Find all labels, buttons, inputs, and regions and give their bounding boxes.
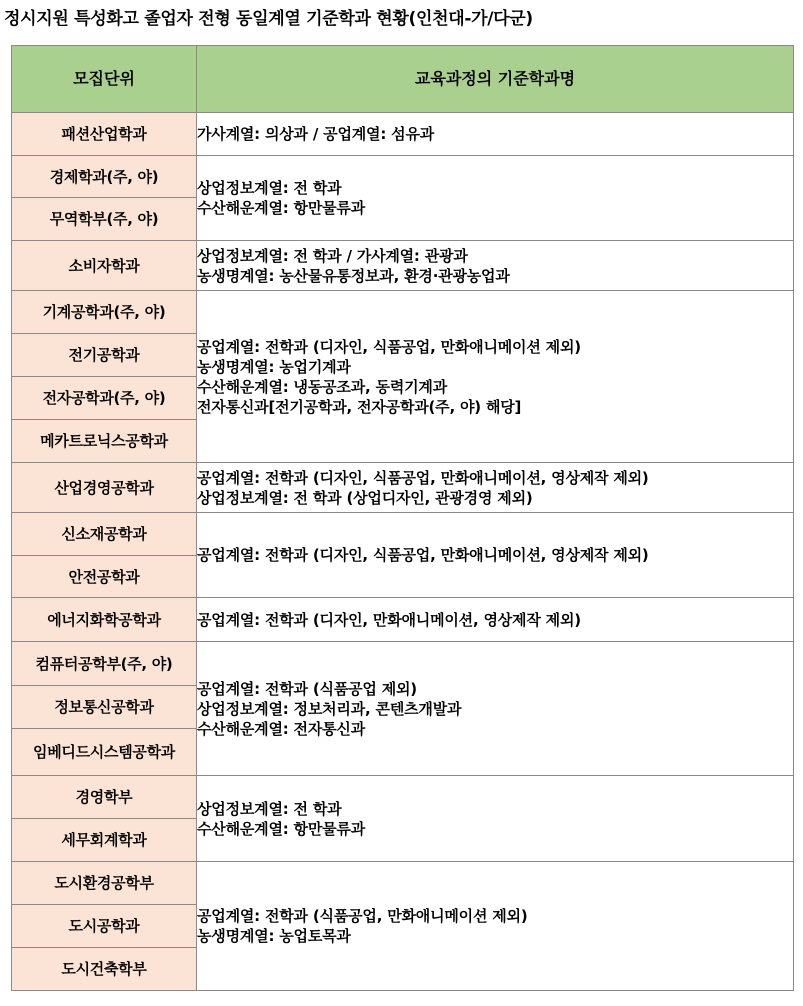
department-line: 농생명계열: 농업토목과	[197, 927, 351, 945]
unit-cell: 산업경영공학과	[12, 463, 197, 513]
department-cell	[197, 513, 794, 598]
table-row	[12, 776, 794, 819]
table-row	[12, 463, 794, 513]
department-line: 상업정보계열: 전 학과	[197, 179, 342, 197]
department-cell	[197, 463, 794, 513]
unit-cell: 경영학부	[12, 776, 197, 819]
unit-cell: 도시환경공학부	[12, 862, 197, 905]
unit-cell: 기계공학과(주, 야)	[12, 291, 197, 334]
department-cell	[197, 113, 794, 156]
unit-cell: 에너지화학공학과	[12, 598, 197, 642]
table-row	[12, 291, 794, 334]
department-line: 공업계열: 전학과 (디자인, 식품공업, 만화애니메이션, 영상제작 제외)	[197, 546, 649, 564]
unit-cell: 임베디드시스템공학과	[12, 729, 197, 776]
department-line: 가사계열: 의상과 / 공업계열: 섬유과	[197, 125, 435, 143]
table-row	[12, 241, 794, 291]
department-cell	[197, 241, 794, 291]
table-row	[12, 862, 794, 905]
table-row	[12, 156, 794, 198]
table-row	[12, 598, 794, 642]
department-line: 공업계열: 전학과 (디자인, 식품공업, 만화애니메이션, 영상제작 제외)	[197, 468, 649, 487]
unit-cell: 무역학부(주, 야)	[12, 198, 197, 241]
department-line: 공업계열: 전학과 (디자인, 만화애니메이션, 영상제작 제외)	[197, 610, 581, 629]
department-line: 상업정보계열: 전 학과 / 가사계열: 관광과	[197, 246, 468, 265]
department-cell	[197, 862, 794, 991]
department-cell	[197, 156, 794, 241]
unit-cell: 패션산업학과	[12, 113, 197, 156]
unit-cell: 도시공학과	[12, 905, 197, 948]
unit-cell: 안전공학과	[12, 556, 197, 598]
unit-cell: 경제학과(주, 야)	[12, 156, 197, 198]
unit-cell: 도시건축학부	[12, 948, 197, 991]
table-row	[12, 513, 794, 556]
department-line: 공업계열: 전학과 (식품공업 제외)	[197, 679, 417, 698]
department-cell	[197, 642, 794, 776]
department-line: 상업정보계열: 정보처리과, 콘텐츠개발과	[197, 699, 462, 718]
column-header-department: 교육과정의 기준학과명	[197, 46, 794, 113]
department-cell	[197, 776, 794, 862]
department-line: 수산해운계열: 전자통신과	[197, 719, 366, 738]
department-line: 수산해운계열: 냉동공조과, 동력기계과	[197, 377, 447, 396]
criteria-table	[11, 45, 794, 991]
department-line: 공업계열: 전학과 (식품공업, 만화애니메이션 제외)	[197, 907, 528, 925]
department-line: 공업계열: 전학과 (디자인, 식품공업, 만화애니메이션 제외)	[197, 337, 581, 356]
department-cell	[197, 291, 794, 463]
unit-cell: 소비자학과	[12, 241, 197, 291]
unit-cell: 메카트로닉스공학과	[12, 420, 197, 463]
department-line: 수산해운계열: 항만물류과	[197, 199, 366, 217]
department-cell	[197, 598, 794, 642]
department-line: 농생명계열: 농산물유통정보과, 환경·관광농업과	[197, 266, 510, 285]
department-line: 수산해운계열: 항만물류과	[197, 819, 366, 838]
unit-cell: 신소재공학과	[12, 513, 197, 556]
table-row	[12, 642, 794, 686]
unit-cell: 전기공학과	[12, 334, 197, 377]
unit-cell: 전자공학과(주, 야)	[12, 377, 197, 420]
department-line: 농생명계열: 농업기계과	[197, 357, 351, 376]
unit-cell: 컴퓨터공학부(주, 야)	[12, 642, 197, 686]
table-header-row	[12, 46, 794, 113]
table-row	[12, 113, 794, 156]
unit-cell: 세무회계학과	[12, 819, 197, 862]
page-title: 정시지원 특성화고 졸업자 전형 동일계열 기준학과 현황(인천대-가/다군)	[4, 9, 533, 29]
department-line: 전자통신과[전기공학과, 전자공학과(주, 야) 해당]	[197, 397, 522, 416]
column-header-unit: 모집단위	[12, 46, 197, 113]
department-line: 상업정보계열: 전 학과	[197, 799, 342, 818]
department-line: 상업정보계열: 전 학과 (상업디자인, 관광경영 제외)	[197, 488, 533, 507]
unit-cell: 정보통신공학과	[12, 686, 197, 729]
